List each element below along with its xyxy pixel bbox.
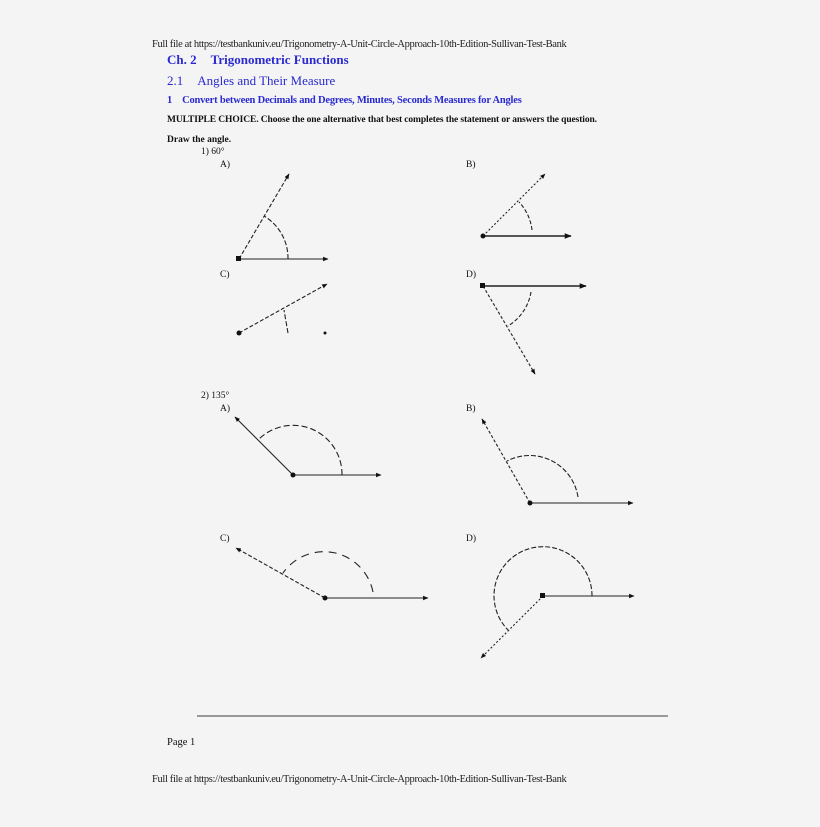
q1-a-angle-figure[interactable] <box>236 174 328 261</box>
question-2-label: 2) 135° <box>201 391 230 401</box>
q1-option-a-label[interactable]: A) <box>220 160 231 170</box>
q1-option-c-label[interactable]: C) <box>220 270 230 280</box>
q1-option-d-label[interactable]: D) <box>466 270 477 280</box>
q2-option-d-label[interactable]: D) <box>466 534 477 544</box>
q1-option-b-label[interactable]: B) <box>466 160 476 170</box>
header-url-line: Full file at https://testbankuniv.eu/Trigonometry-A-Unit-Circle-Approach-10th-Edition-Sullivan-Test-Bank <box>152 39 567 50</box>
chapter-number: Ch. 2 <box>167 52 197 67</box>
section-name: Angles and Their Measure <box>197 73 336 88</box>
objective-number: 1 <box>167 95 173 106</box>
question-1-label: 1) 60° <box>201 147 225 157</box>
q2-a-angle-figure[interactable] <box>235 417 381 478</box>
multiple-choice-instructions: MULTIPLE CHOICE. Choose the one alternative that best completes the statement or answers the question. <box>167 115 597 125</box>
draw-instruction: Draw the angle. <box>167 135 232 145</box>
q2-c-angle-figure[interactable] <box>236 548 428 601</box>
chapter-name: Trigonometric Functions <box>210 52 349 67</box>
q2-option-b-label[interactable]: B) <box>466 404 476 414</box>
objective-name: Convert between Decimals and Degrees, Minutes, Seconds Measures for Angles <box>182 95 522 106</box>
footer-url-line: Full file at https://testbankuniv.eu/Trigonometry-A-Unit-Circle-Approach-10th-Edition-Sullivan-Test-Bank <box>152 774 567 785</box>
q2-d-angle-figure[interactable] <box>481 547 634 658</box>
q1-c-angle-figure[interactable] <box>237 284 328 336</box>
section-number: 2.1 <box>167 73 184 88</box>
q2-option-c-label[interactable]: C) <box>220 534 230 544</box>
q2-b-angle-figure[interactable] <box>482 419 633 506</box>
footer-divider <box>197 715 668 717</box>
page-number: Page 1 <box>167 737 196 748</box>
q1-d-angle-figure[interactable] <box>480 283 586 374</box>
q1-b-angle-figure[interactable] <box>481 174 572 239</box>
q2-option-a-label[interactable]: A) <box>220 404 231 414</box>
